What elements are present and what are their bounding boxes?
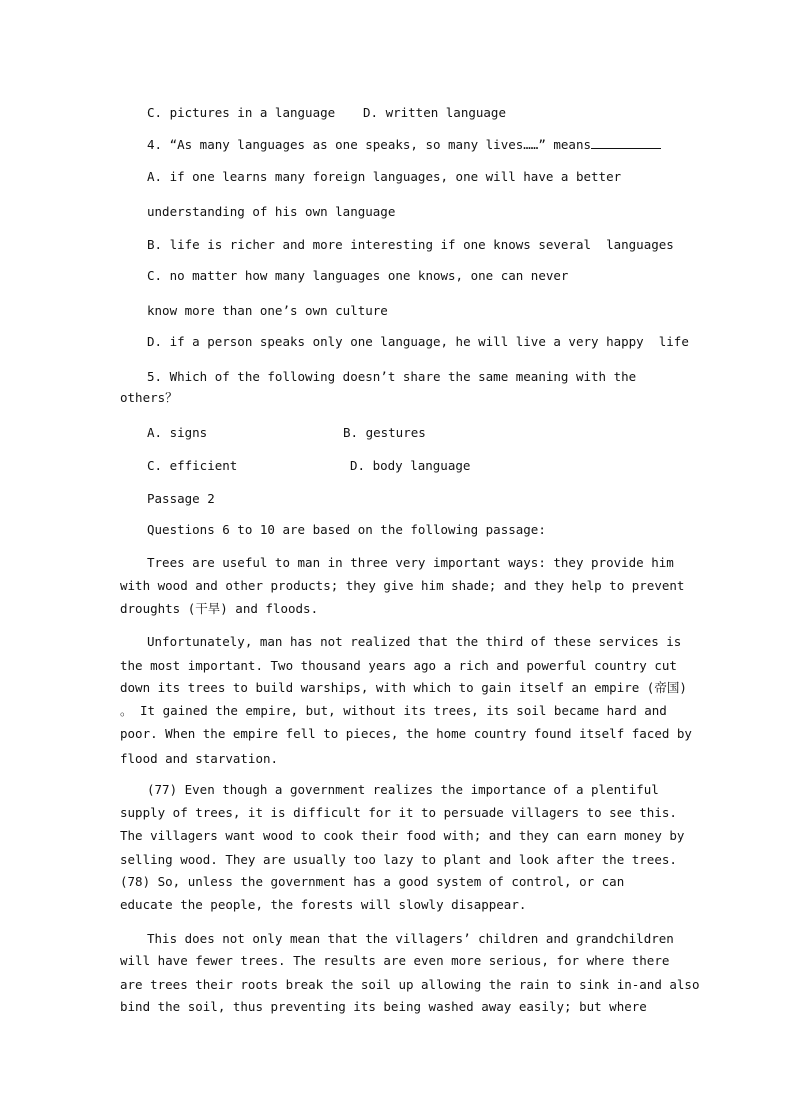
paragraph-1-line: with wood and other products; they give him shade; and they help to prevent: [120, 578, 685, 593]
paragraph-2-line: Unfortunately, man has not realized that the third of these services is: [147, 634, 682, 649]
option-d-q4: D. if a person speaks only one language, he will live a very happy life: [147, 334, 689, 349]
answer-blank: [591, 136, 661, 149]
paragraph-3-line: educate the people, the forests will slowly disappear.: [120, 897, 527, 912]
paragraph-3-line: The villagers want wood to cook their food with; and they can earn money by: [120, 828, 685, 843]
paragraph-1-line: droughts (干旱) and floods.: [120, 601, 319, 616]
option-c-q5: C. efficient: [147, 458, 238, 473]
paragraph-1-line: Trees are useful to man in three very important ways: they provide him: [147, 555, 674, 570]
passage-heading: Passage 2: [147, 491, 215, 506]
paragraph-3-line: supply of trees, it is difficult for it to persuade villagers to see this.: [120, 805, 677, 820]
paragraph-2-line: flood and starvation.: [120, 751, 279, 766]
option-b-q4: B. life is richer and more interesting if one knows several languages: [147, 237, 674, 252]
option-d-q3: D. written language: [363, 105, 506, 120]
paragraph-2-line: poor. When the empire fell to pieces, the home country found itself faced by: [120, 726, 692, 741]
option-a-q4: A. if one learns many foreign languages, one will have a better: [147, 169, 622, 184]
paragraph-3-line: selling wood. They are usually too lazy to plant and look after the trees.: [120, 852, 677, 867]
paragraph-4-line: are trees their roots break the soil up allowing the rain to sink in-and also: [120, 977, 700, 992]
question-4: [147, 136, 661, 153]
paragraph-2-line: 。 It gained the empire, but, without its trees, its soil became hard and: [120, 703, 667, 718]
paragraph-4-line: This does not only mean that the villagers’ children and grandchildren: [147, 931, 674, 946]
question-5: 5. Which of the following doesn’t share the same meaning with the: [147, 369, 637, 384]
paragraph-3-line: (78) So, unless the government has a good system of control, or can: [120, 874, 625, 889]
paragraph-4-line: bind the soil, thus preventing its being washed away easily; but where: [120, 999, 647, 1014]
option-d-q5: D. body language: [350, 458, 471, 473]
passage-instructions: Questions 6 to 10 are based on the following passage:: [147, 522, 546, 537]
option-c-q3: C. pictures in a language: [147, 105, 336, 120]
option-b-q5: B. gestures: [343, 425, 426, 440]
option-c-q4-cont: know more than one’s own culture: [147, 303, 388, 318]
option-a-q4-cont: understanding of his own language: [147, 204, 396, 219]
option-a-q5: A. signs: [147, 425, 208, 440]
question-5-cont: others？: [120, 390, 178, 405]
paragraph-3-line: (77) Even though a government realizes the importance of a plentiful: [147, 782, 659, 797]
paragraph-4-line: will have fewer trees. The results are even more serious, for where there: [120, 953, 670, 968]
paragraph-2-line: the most important. Two thousand years ago a rich and powerful country cut: [120, 658, 677, 673]
paragraph-2-line: down its trees to build warships, with which to gain itself an empire (帝国): [120, 680, 687, 695]
question-4-text: 4. “As many languages as one speaks, so many lives……” means: [147, 137, 592, 152]
option-c-q4: C. no matter how many languages one knows, one can never: [147, 268, 569, 283]
